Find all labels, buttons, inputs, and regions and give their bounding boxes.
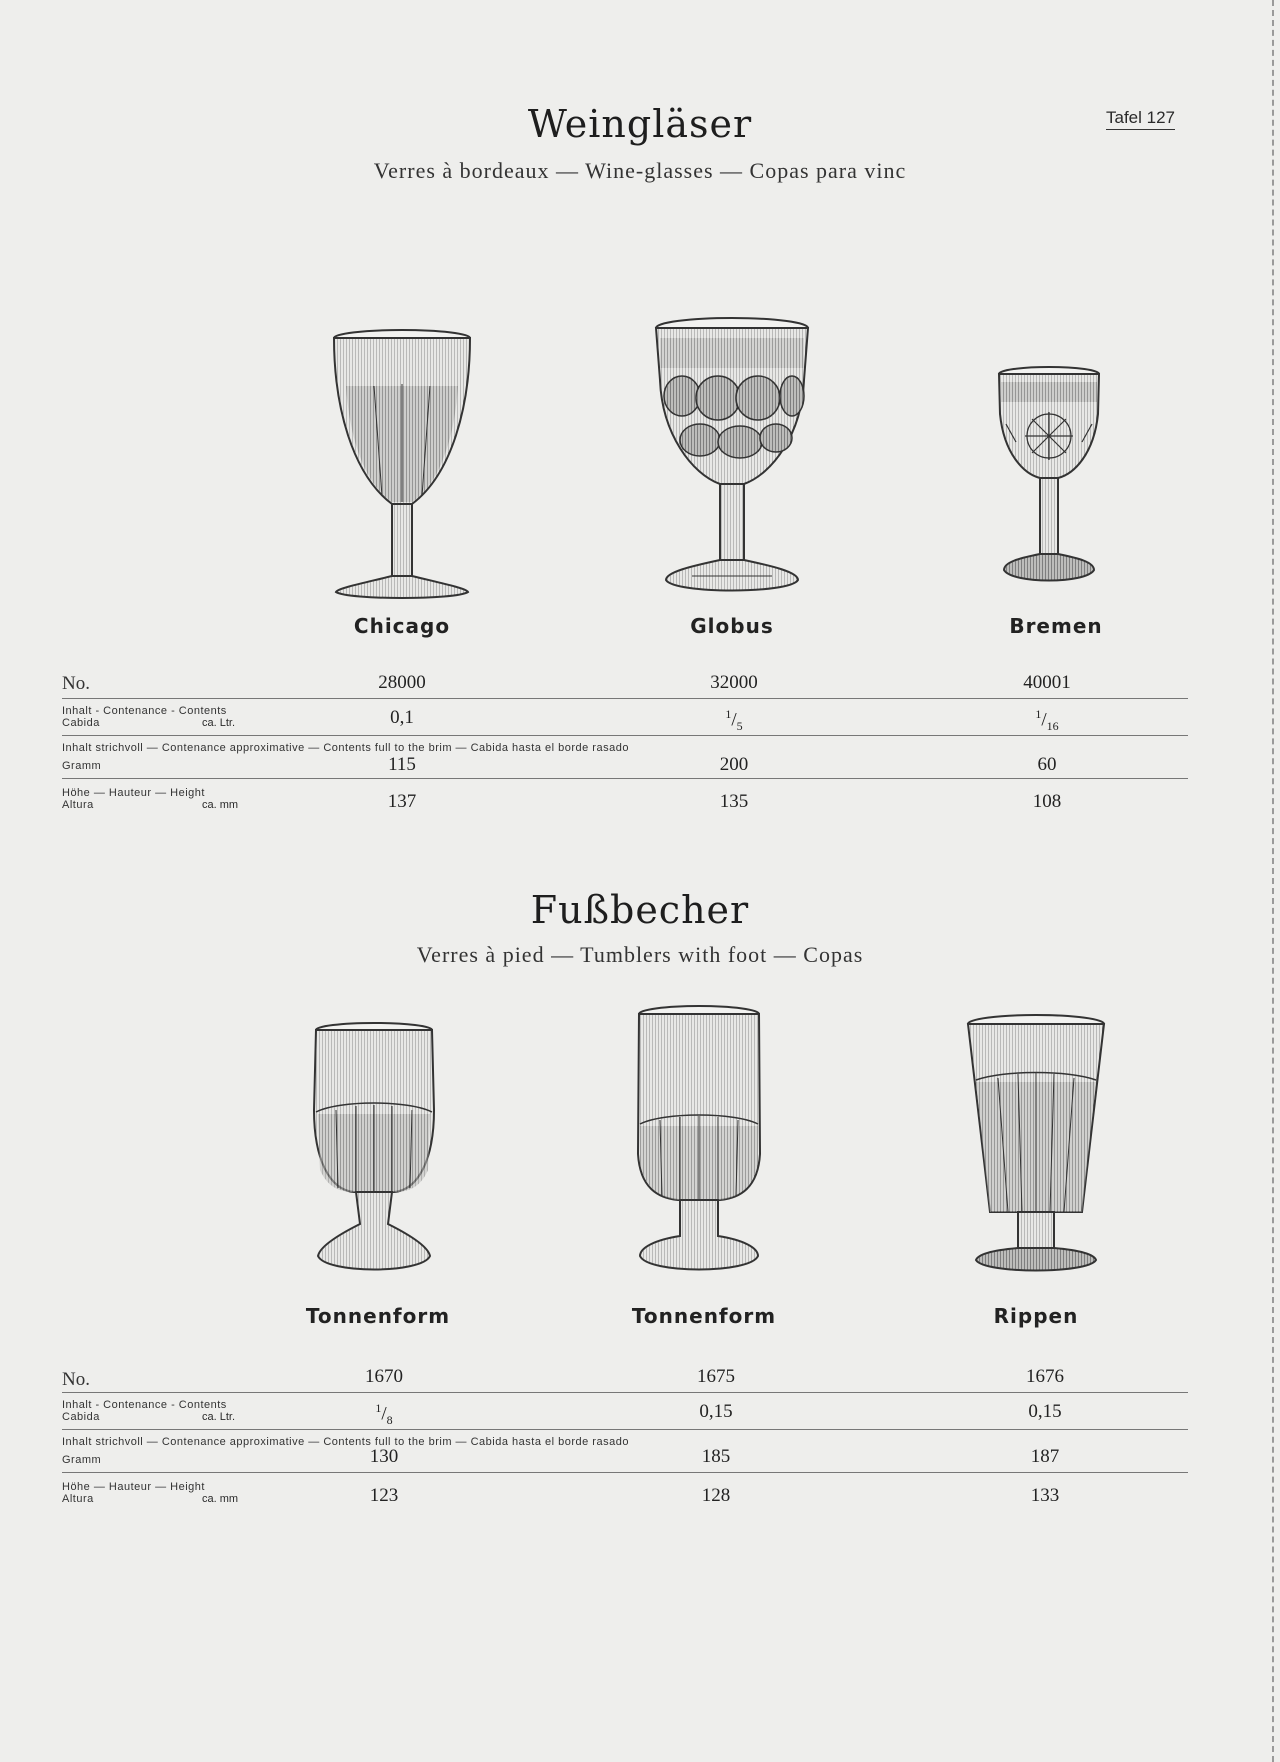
glass-name-tonnenform-1670: Tonnenform (305, 1304, 451, 1328)
cell-contents-fraction: $^1/_5$ (725, 707, 743, 734)
label-contents-unit: ca. Ltr. (202, 1411, 236, 1423)
glass-name-bremen: Bremen (1009, 614, 1103, 638)
cell-height: 123 (369, 1485, 399, 1506)
cell-no: 1675 (697, 1366, 735, 1387)
label-contents: Inhalt - Contenance - Contents (62, 1399, 227, 1411)
cell-contents-fraction: $^1/_8$ (375, 1401, 393, 1428)
label-brim: Inhalt strichvoll — Contenance approximative — Contents full to the brim — Cabida hasta el borde rasado (62, 742, 629, 754)
cell-height: 108 (1032, 791, 1062, 812)
label-contents: Inhalt - Contenance - Contents (62, 705, 227, 717)
glass-name-rippen: Rippen (993, 1304, 1079, 1328)
label-height: Höhe — Hauteur — Height (62, 787, 205, 799)
spec-row-number (62, 672, 1188, 699)
label-height-altura: Altura (62, 799, 94, 811)
label-height: Höhe — Hauteur — Height (62, 1481, 205, 1493)
rippen-1676-illustration (964, 1012, 1108, 1276)
cell-contents: 0,15 (699, 1401, 733, 1422)
tonnenform-1675-illustration (634, 1004, 764, 1276)
chicago-glass-illustration (328, 326, 476, 602)
label-contents-cabida: Cabida (62, 1411, 100, 1423)
section-subtitle-tumblers: Verres à pied — Tumblers with foot — Copas (416, 942, 864, 967)
cell-height: 135 (719, 791, 749, 812)
cell-contents-fraction: $^1/_{16}$ (1035, 707, 1059, 734)
spec-table-wine-glasses (62, 672, 1188, 819)
label-height-unit: ca. mm (202, 1493, 239, 1505)
cell-contents: 0,1 (390, 707, 414, 728)
cell-gramm: 185 (701, 1446, 731, 1467)
section-title-tumblers: Fußbecher (530, 888, 750, 932)
label-gramm: Gramm (62, 760, 102, 772)
glass-name-tonnenform-1675: Tonnenform (631, 1304, 777, 1328)
cell-no: 28000 (378, 672, 426, 693)
cell-no: 32000 (710, 672, 758, 693)
cell-gramm: 60 (1037, 754, 1057, 775)
label-height-altura: Altura (62, 1493, 94, 1505)
cell-height: 133 (1030, 1485, 1060, 1506)
page-edge (1272, 0, 1274, 1762)
spec-row-contents (62, 1393, 1188, 1430)
glass-name-chicago: Chicago (353, 614, 451, 638)
plate-number: Tafel 127 (1106, 108, 1175, 130)
cell-gramm: 200 (719, 754, 749, 775)
cell-height: 128 (701, 1485, 731, 1506)
cell-no: 1670 (365, 1366, 403, 1387)
cell-gramm: 115 (388, 754, 416, 775)
label-no: No. (62, 1369, 90, 1390)
label-contents-unit: ca. Ltr. (202, 717, 236, 729)
label-gramm: Gramm (62, 1454, 102, 1466)
section-subtitle-wine-glasses: Verres à bordeaux — Wine-glasses — Copas para vinc (373, 158, 907, 183)
glass-name-globus: Globus (690, 614, 774, 638)
label-brim: Inhalt strichvoll — Contenance approximative — Contents full to the brim — Cabida hasta el borde rasado (62, 1436, 629, 1448)
cell-no: 1676 (1026, 1366, 1064, 1387)
spec-row-number (62, 1364, 1188, 1393)
cell-contents: 0,15 (1028, 1401, 1062, 1422)
spec-row-weight (62, 1430, 1188, 1473)
label-contents-cabida: Cabida (62, 717, 100, 729)
cell-height: 137 (387, 791, 417, 812)
label-no: No. (62, 673, 90, 694)
label-height-unit: ca. mm (202, 799, 239, 811)
cell-no: 40001 (1023, 672, 1071, 693)
cell-gramm: 130 (369, 1446, 399, 1467)
spec-row-height (62, 1473, 1188, 1513)
section-title-wine-glasses: Weingläser (527, 102, 753, 146)
spec-row-contents (62, 699, 1188, 736)
tonnenform-1670-illustration (310, 1020, 438, 1276)
spec-row-weight (62, 736, 1188, 779)
bremen-glass-illustration (994, 364, 1104, 590)
spec-row-height (62, 779, 1188, 819)
cell-gramm: 187 (1030, 1446, 1060, 1467)
globus-glass-illustration (652, 314, 812, 596)
spec-table-tumblers (62, 1364, 1188, 1513)
